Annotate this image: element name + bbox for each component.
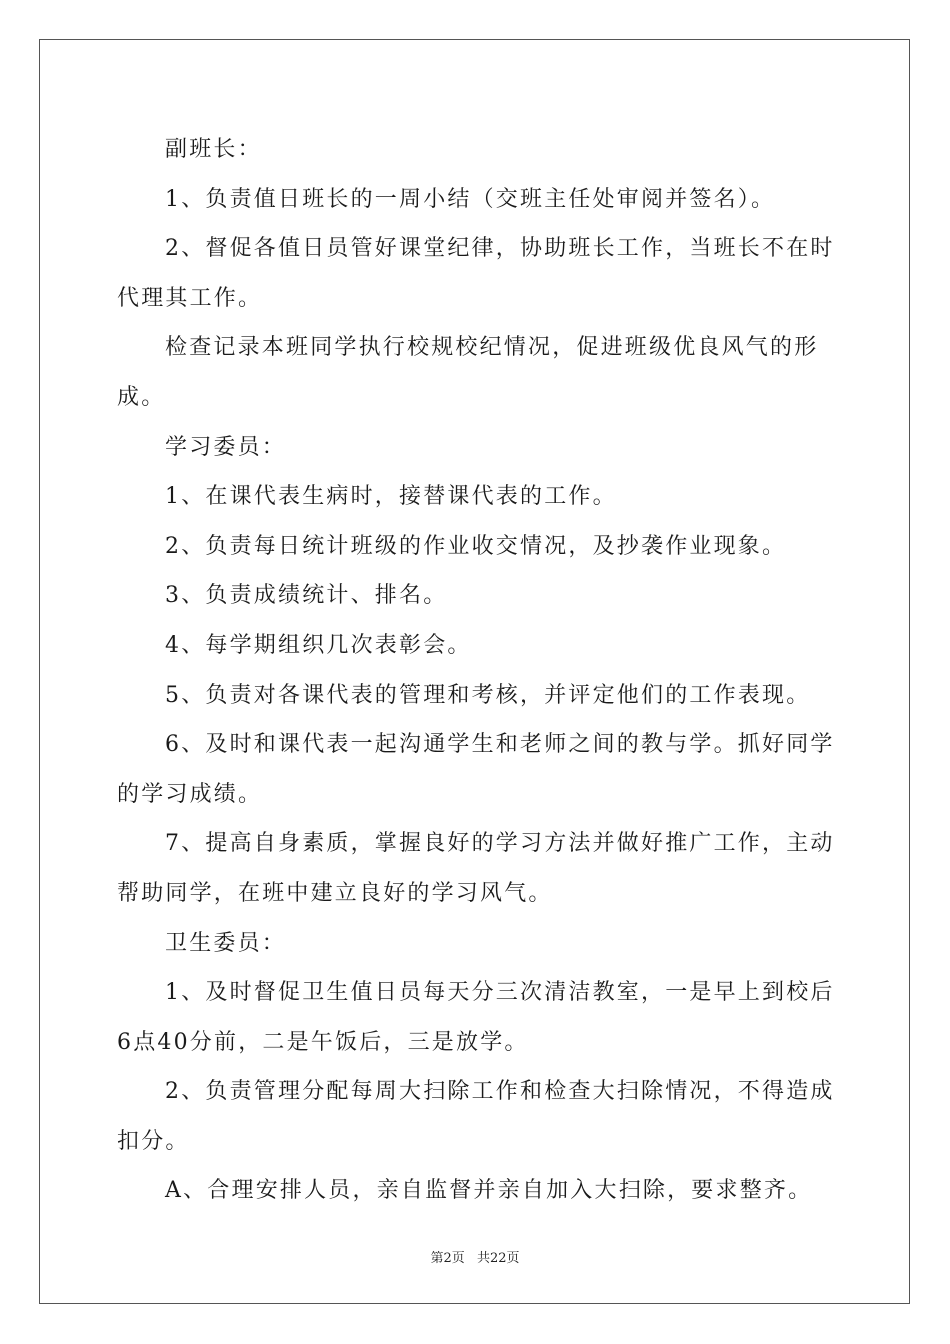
paragraph: 副班长： bbox=[165, 137, 262, 162]
paragraph: 2、负责管理分配每周大扫除工作和检查大扫除情况，不得造成扣分。 bbox=[117, 1079, 835, 1154]
document-body bbox=[117, 125, 839, 1216]
paragraph: 7、提高自身素质，掌握良好的学习方法并做好推广工作，主动帮助同学，在班中建立良好的学习风气。 bbox=[117, 831, 835, 906]
paragraph: 检查记录本班同学执行校规校纪情况，促进班级优良风气的形成。 bbox=[117, 335, 819, 410]
paragraph: 2、督促各值日员管好课堂纪律，协助班长工作，当班长不在时代理其工作。 bbox=[117, 236, 835, 311]
paragraph: 1、负责值日班长的一周小结（交班主任处审阅并签名）。 bbox=[165, 186, 776, 212]
paragraph: 卫生委员： bbox=[165, 930, 287, 956]
paragraph: 6、及时和课代表一起沟通学生和老师之间的教与学。抓好同学的学习成绩。 bbox=[117, 732, 835, 807]
paragraph: 2、负责每日统计班级的作业收交情况，及抄袭作业现象。 bbox=[165, 533, 787, 559]
paragraph: 1、及时督促卫生值日员每天分三次清洁教室，一是早上到校后6点40分前，二是午饭后，三是放学。 bbox=[117, 980, 835, 1055]
page-total: 共22页 bbox=[476, 1251, 520, 1266]
page-number: 第2页 bbox=[430, 1251, 465, 1266]
paragraph: 5、负责对各课代表的管理和考核，并评定他们的工作表现。 bbox=[165, 682, 811, 708]
paragraph: 4、每学期组织几次表彰会。 bbox=[165, 632, 472, 658]
paragraph: 3、负责成绩统计、排名。 bbox=[165, 583, 448, 609]
page-footer bbox=[0, 1247, 950, 1266]
paragraph: 学习委员： bbox=[165, 434, 287, 460]
paragraph: 1、在课代表生病时，接替课代表的工作。 bbox=[165, 484, 617, 510]
paragraph: A、合理安排人员，亲自监督并亲自加入大扫除，要求整齐。 bbox=[165, 1178, 813, 1204]
